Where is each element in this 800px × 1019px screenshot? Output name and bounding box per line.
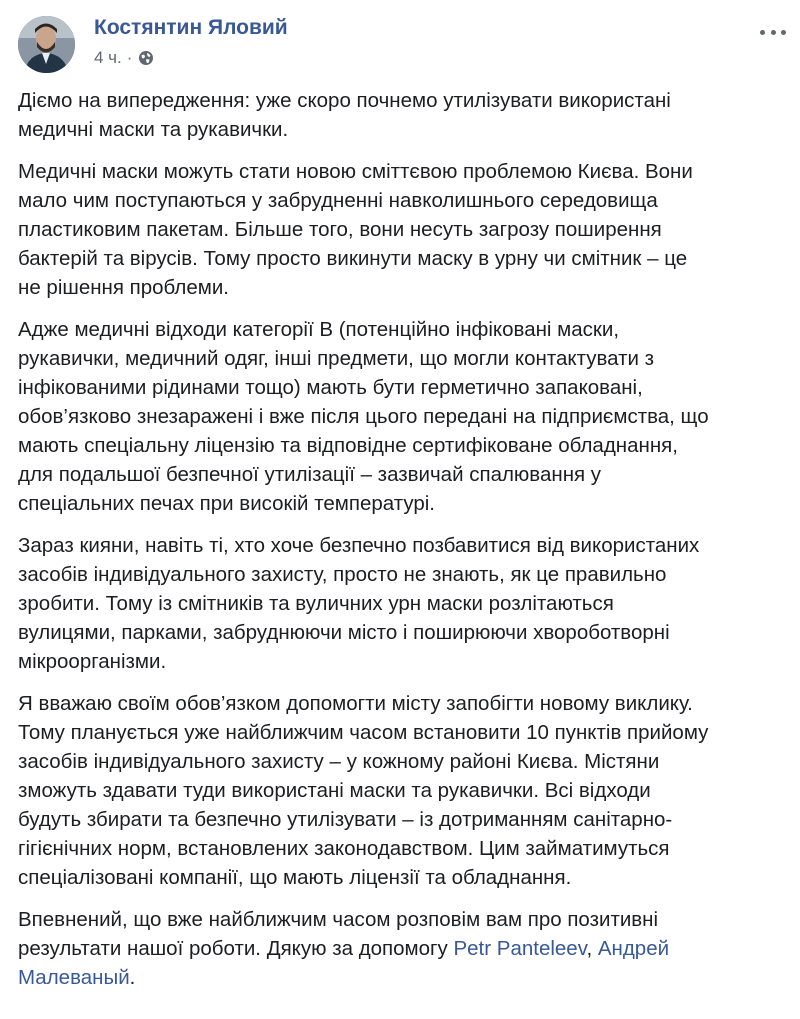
avatar-portrait: [18, 16, 75, 73]
text-line: мають спеціальну ліцензію та відповідне сертифіковане обладнання,: [18, 434, 678, 457]
mention-andrei-malevanyi-part1[interactable]: Андрей: [597, 937, 670, 960]
text-line: будуть збирати та безпечно утилізувати – із дотриманням санітарно-: [18, 808, 673, 831]
text-line: пластиковим пакетам. Більше того, вони несуть загрозу поширення: [18, 218, 662, 241]
text-line: Я вважаю своїм обов’язком допомогти місту запобігти новому виклику.: [18, 692, 693, 715]
text-line: мало чим поступаються у забрудненні навколишнього середовища: [18, 189, 658, 212]
text-line: результати нашої роботи. Дякую за допомогу: [18, 937, 454, 960]
text-line: Медичні маски можуть стати новою сміттєвою проблемою Києва. Вони: [18, 160, 693, 183]
text-line: медичні маски та рукавички.: [18, 118, 289, 141]
meta-separator: ·: [126, 48, 133, 67]
mention-petr-panteleev[interactable]: Petr Panteleev: [453, 937, 587, 960]
text-line: Адже медичні відходи категорії В (потенційно інфіковані маски,: [18, 318, 620, 341]
post-body: [18, 86, 790, 992]
text-line: Зараз кияни, навіть ті, хто хоче безпечно позбавитися від використаних: [18, 534, 700, 557]
text-line: Діємо на випередження: уже скоро почнемо утилізувати використані: [18, 89, 671, 112]
author-name[interactable]: Костянтин Яловий: [94, 16, 288, 39]
paragraph-5: [18, 689, 790, 892]
globe-icon[interactable]: [138, 50, 154, 66]
text-line: засобів індивідуального захисту, просто не знають, як це правильно: [18, 563, 667, 586]
text-line: Впевнений, що вже найближчим часом розповім вам про позитивні: [18, 908, 659, 931]
text-line: бактерій та вірусів. Тому просто викинути маску в урну чи смітник – це: [18, 247, 688, 270]
text-line: рукавички, медичний одяг, інші предмети, що могли контактувати з: [18, 347, 655, 370]
text-line: зробити. Тому із смітників та вуличних урн маски розлітаються: [18, 592, 614, 615]
text-line: обов’язково знезаражені і вже після цього передані на підприємства, що: [18, 405, 709, 428]
text-line: мікроорганізми.: [18, 650, 167, 673]
paragraph-4: [18, 531, 790, 676]
mention-separator: ,: [586, 937, 598, 960]
text-line: гігієнічних норм, встановлених законодавством. Цим займатимуться: [18, 837, 670, 860]
paragraph-6: [18, 905, 790, 992]
text-line: не рішення проблеми.: [18, 276, 229, 299]
text-line: Тому планується уже найближчим часом встановити 10 пунктів прийому: [18, 721, 709, 744]
text-line: зможуть здавати туди використані маски та рукавички. Всі відходи: [18, 779, 651, 802]
paragraph-3: [18, 315, 790, 518]
text-line: інфікованими рідинами тощо) мають бути герметично запаковані,: [18, 376, 643, 399]
text-line: засобів індивідуального захисту – у кожному районі Києва. Містяни: [18, 750, 660, 773]
text-line: спеціалізовані компанії, що мають ліцензії та обладнання.: [18, 866, 572, 889]
paragraph-1: [18, 86, 790, 144]
post-meta: [94, 48, 154, 68]
mention-andrei-malevanyi-part2[interactable]: Малеваный: [18, 966, 130, 989]
text-line: вулицями, парками, забруднюючи місто і поширюючи хвороботворні: [18, 621, 670, 644]
more-horizontal-icon[interactable]: [760, 22, 786, 42]
paragraph-2: [18, 157, 790, 302]
text-line: спеціальних печах при високій температурі.: [18, 492, 435, 515]
post-timestamp[interactable]: 4 ч.: [94, 48, 122, 67]
post-header: [18, 12, 800, 72]
text-line: для подальшої безпечної утилізації – зазвичай спалювання у: [18, 463, 602, 486]
author-avatar[interactable]: [18, 16, 75, 73]
closing-period: .: [129, 966, 136, 989]
